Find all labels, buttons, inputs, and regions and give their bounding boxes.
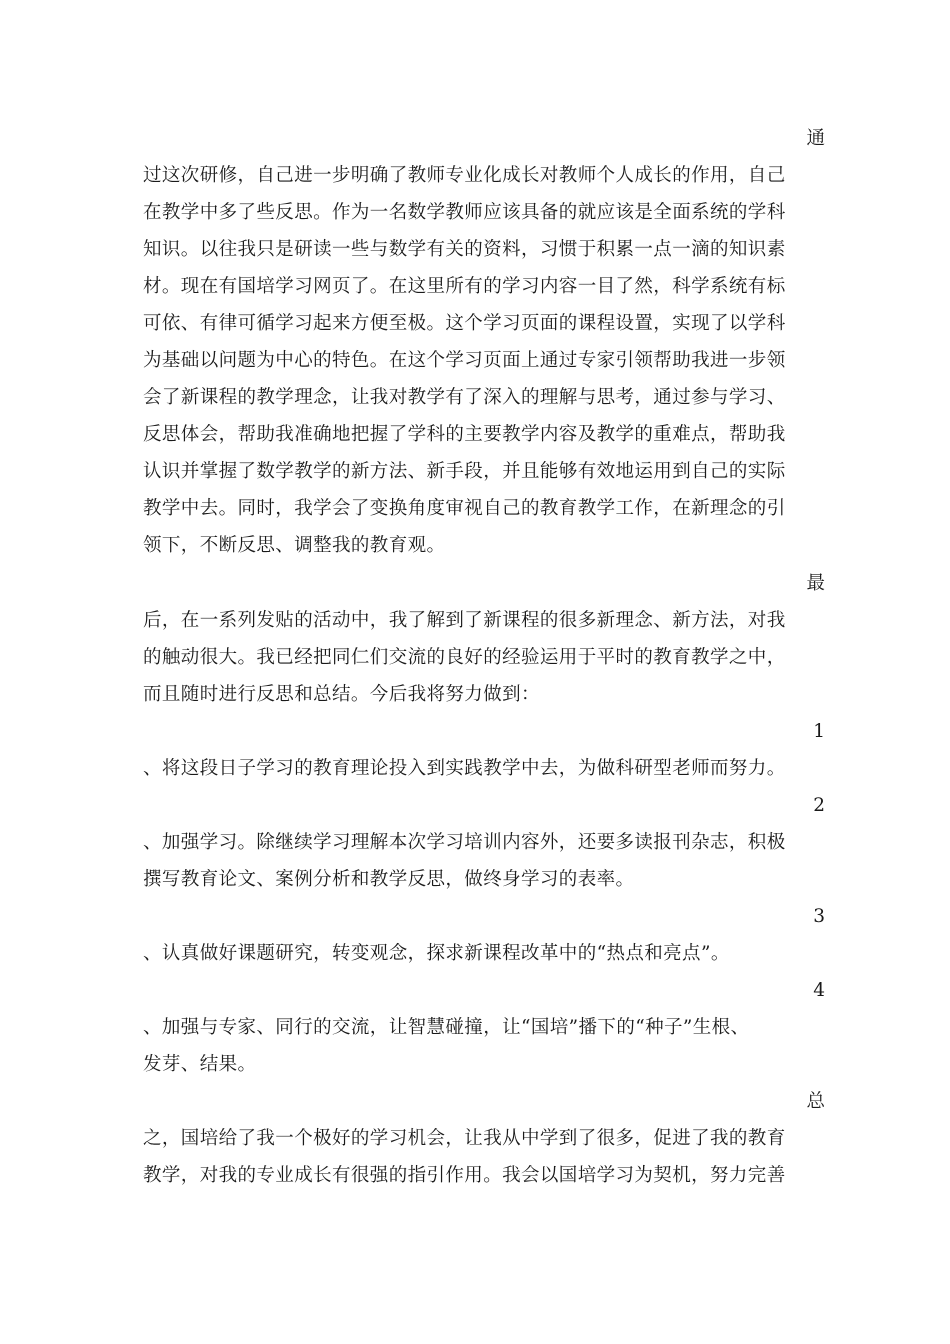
paragraph-3-lead-char: 总 bbox=[806, 1091, 825, 1112]
paragraph-1-line-10: 教学中去。同时，我学会了变换角度审视自己的教育教学工作，在新理念的引 bbox=[143, 498, 786, 519]
paragraph-1-line-6: 为基础以问题为中心的特色。在这个学习页面上通过专家引领帮助我进一步领 bbox=[143, 350, 786, 371]
paragraph-1-line-9: 认识并掌握了数学教学的新方法、新手段，并且能够有效地运用到自己的实际 bbox=[143, 461, 786, 482]
list-item-2-line-1: 、加强学习。除继续学习理解本次学习培训内容外，还要多读报刊杂志，积极 bbox=[143, 832, 786, 853]
paragraph-3-line-1: 之，国培给了我一个极好的学习机会，让我从中学到了很多，促进了我的教育 bbox=[143, 1128, 786, 1149]
paragraph-1-line-4: 材。现在有国培学习网页了。在这里所有的学习内容一目了然，科学系统有标 bbox=[143, 276, 786, 297]
paragraph-1-line-11: 领下，不断反思、调整我的教育观。 bbox=[143, 535, 446, 556]
paragraph-1-line-8: 反思体会，帮助我准确地把握了学科的主要教学内容及教学的重难点，帮助我 bbox=[143, 424, 786, 445]
list-item-1-line-1: 、将这段日子学习的教育理论投入到实践教学中去，为做科研型老师而努力。 bbox=[143, 758, 786, 779]
paragraph-1-line-2: 在教学中多了些反思。作为一名数学教师应该具备的就应该是全面系统的学科 bbox=[143, 202, 786, 223]
list-item-4-line-1: 、加强与专家、同行的交流，让智慧碰撞，让“国培”播下的“种子”生根、 bbox=[143, 1017, 750, 1038]
paragraph-2-lead-char: 最 bbox=[806, 573, 825, 594]
paragraph-3-line-2: 教学，对我的专业成长有很强的指引作用。我会以国培学习为契机，努力完善 bbox=[143, 1165, 786, 1186]
list-item-4-line-2: 发芽、结果。 bbox=[143, 1054, 257, 1075]
paragraph-1-line-3: 知识。以往我只是研读一些与数学有关的资料，习惯于积累一点一滴的知识素 bbox=[143, 239, 786, 260]
paragraph-2-line-3: 而且随时进行反思和总结。今后我将努力做到： bbox=[143, 684, 540, 705]
list-item-2-line-2: 撰写教育论文、案例分析和教学反思，做终身学习的表率。 bbox=[143, 869, 635, 890]
list-item-2-number: 2 bbox=[813, 795, 825, 816]
list-item-3-number: 3 bbox=[813, 906, 825, 927]
list-item-1-number: 1 bbox=[813, 721, 825, 742]
paragraph-1-line-1: 过这次研修，自己进一步明确了教师专业化成长对教师个人成长的作用，自己 bbox=[143, 165, 786, 186]
paragraph-1-line-5: 可依、有律可循学习起来方便至极。这个学习页面的课程设置，实现了以学科 bbox=[143, 313, 786, 334]
list-item-3-line-1: 、认真做好课题研究，转变观念，探求新课程改革中的“热点和亮点”。 bbox=[143, 943, 730, 964]
paragraph-2-line-2: 的触动很大。我已经把同仁们交流的良好的经验运用于平时的教育教学之中， bbox=[143, 647, 786, 668]
paragraph-1-line-7: 会了新课程的教学理念，让我对教学有了深入的理解与思考，通过参与学习、 bbox=[143, 387, 786, 408]
list-item-4-number: 4 bbox=[813, 980, 825, 1001]
paragraph-1-lead-char: 通 bbox=[806, 128, 825, 149]
paragraph-2-line-1: 后，在一系列发贴的活动中，我了解到了新课程的很多新理念、新方法，对我 bbox=[143, 610, 786, 631]
